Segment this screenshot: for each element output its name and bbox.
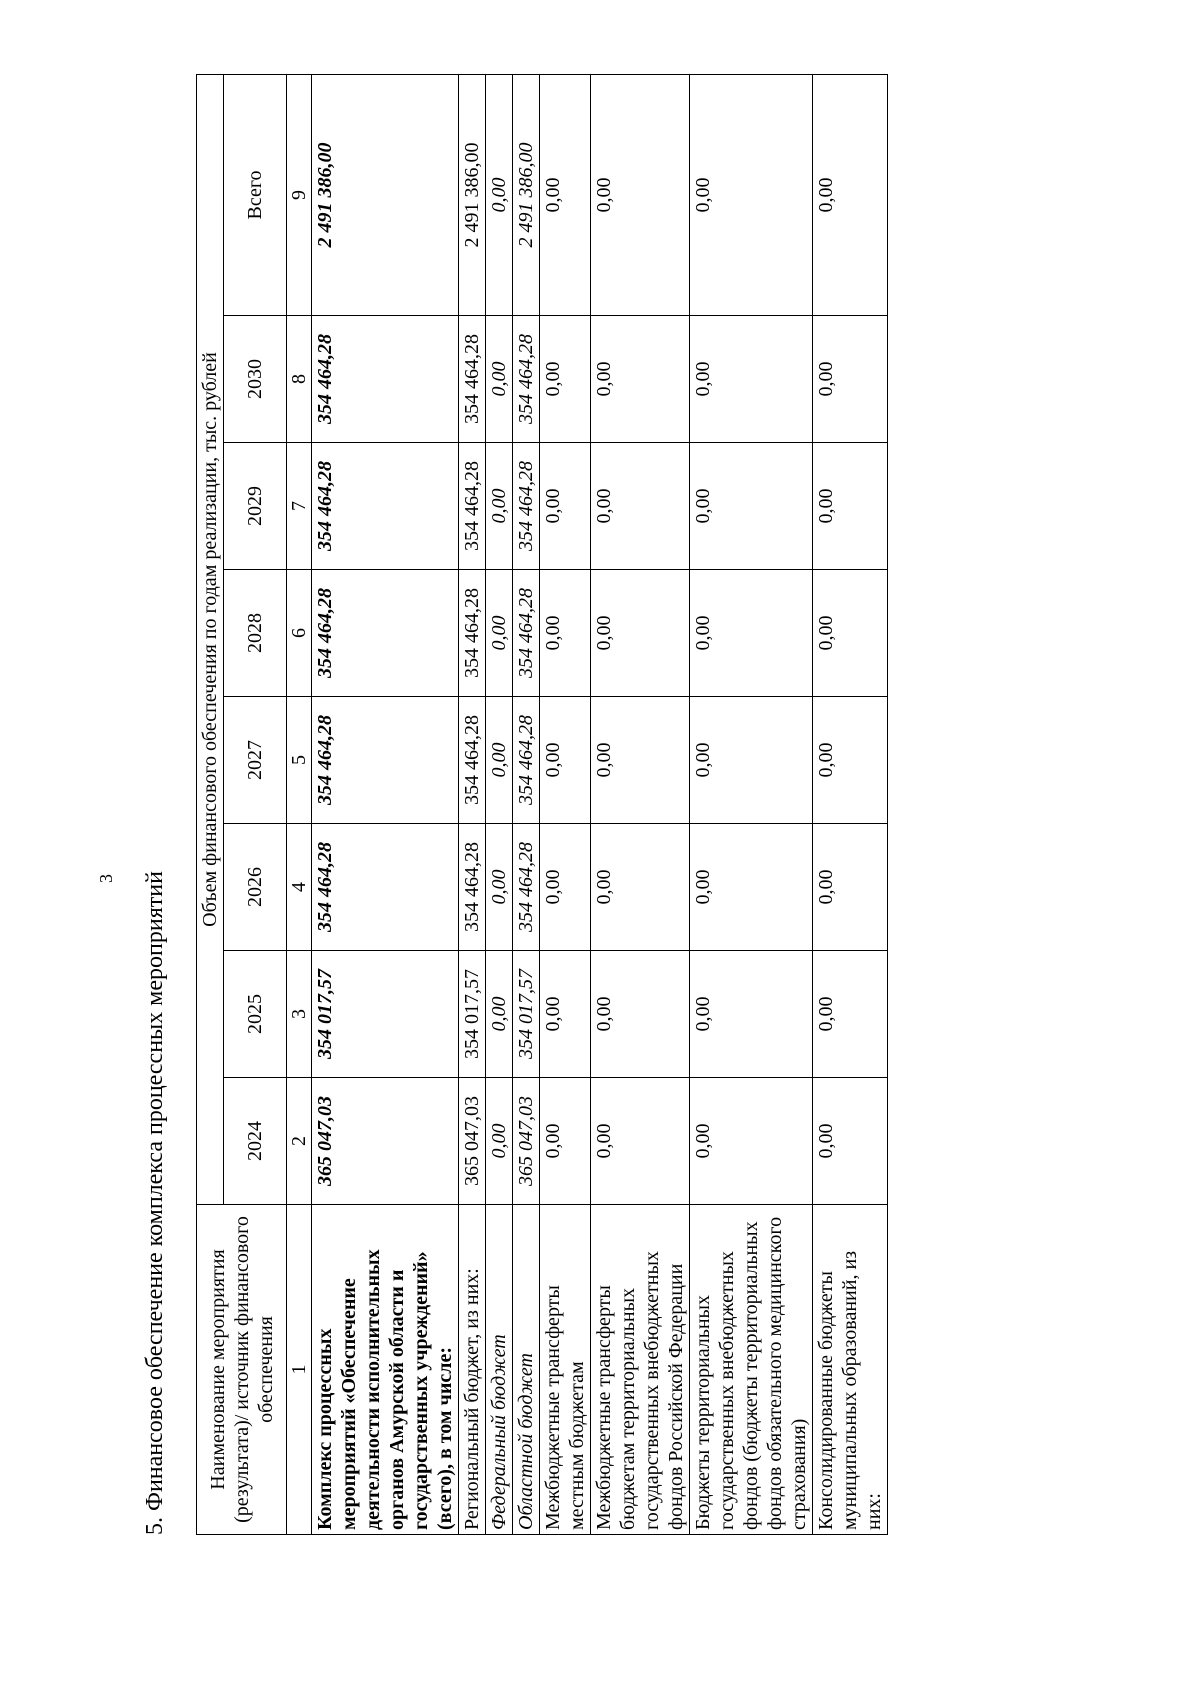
cell-value: 0,00 xyxy=(813,316,888,443)
cell-value: 0,00 xyxy=(591,824,690,951)
column-index: 1 xyxy=(287,1205,312,1535)
header-row xyxy=(197,74,224,1534)
column-index: 2 xyxy=(287,1078,312,1205)
row-name: Региональный бюджет, из них: xyxy=(459,1205,486,1535)
row-name: Консолидированные бюджеты муниципальных образований, из них: xyxy=(813,1205,888,1535)
cell-value: 354 464,28 xyxy=(513,824,540,951)
cell-value: 354 464,28 xyxy=(312,824,459,951)
cell-value: 0,00 xyxy=(690,316,813,443)
header-year: 2024 xyxy=(224,1078,287,1205)
section-title: 5. Финансовое обеспечение комплекса процессных мероприятий xyxy=(142,871,168,1535)
cell-value: 0,00 xyxy=(690,443,813,570)
table-row xyxy=(312,74,459,1534)
column-index: 7 xyxy=(287,443,312,570)
cell-value: 354 464,28 xyxy=(459,570,486,697)
row-name: Межбюджетные трансферты бюджетам территориальных государственных внебюджетных фондов Российской Федерации xyxy=(591,1205,690,1535)
cell-value: 365 047,03 xyxy=(513,1078,540,1205)
cell-value: 354 464,28 xyxy=(513,570,540,697)
cell-value: 0,00 xyxy=(813,570,888,697)
cell-value: 0,00 xyxy=(540,824,591,951)
table-row xyxy=(591,74,690,1534)
cell-value: 0,00 xyxy=(813,1078,888,1205)
cell-value: 354 464,28 xyxy=(459,697,486,824)
row-name: Межбюджетные трансферты местным бюджетам xyxy=(540,1205,591,1535)
cell-value: 0,00 xyxy=(486,443,513,570)
table-row xyxy=(690,74,813,1534)
cell-value: 0,00 xyxy=(813,824,888,951)
cell-value: 0,00 xyxy=(690,570,813,697)
column-index: 6 xyxy=(287,570,312,697)
cell-value: 0,00 xyxy=(690,1078,813,1205)
cell-value: 0,00 xyxy=(540,697,591,824)
cell-value: 0,00 xyxy=(486,570,513,697)
cell-value: 2 491 386,00 xyxy=(459,74,486,315)
cell-value: 0,00 xyxy=(486,824,513,951)
cell-value: 0,00 xyxy=(486,316,513,443)
cell-value: 0,00 xyxy=(591,697,690,824)
cell-value: 2 491 386,00 xyxy=(513,74,540,315)
cell-value: 0,00 xyxy=(690,951,813,1078)
cell-value: 354 464,28 xyxy=(459,824,486,951)
cell-value: 0,00 xyxy=(591,570,690,697)
table-row xyxy=(486,74,513,1534)
header-year: 2026 xyxy=(224,824,287,951)
column-index: 9 xyxy=(287,74,312,315)
cell-value: 0,00 xyxy=(813,951,888,1078)
header-funding-group: Объем финансового обеспечения по годам реализации, тыс. рублей xyxy=(197,74,224,1204)
cell-value: 354 017,57 xyxy=(459,951,486,1078)
cell-value: 0,00 xyxy=(591,1078,690,1205)
header-year: 2025 xyxy=(224,951,287,1078)
cell-value: 354 464,28 xyxy=(513,316,540,443)
page-number: 3 xyxy=(96,874,116,883)
cell-value: 0,00 xyxy=(591,316,690,443)
cell-value: 0,00 xyxy=(540,74,591,315)
cell-value: 0,00 xyxy=(540,570,591,697)
cell-value: 354 464,28 xyxy=(513,443,540,570)
cell-value: 354 464,28 xyxy=(459,316,486,443)
table-row xyxy=(459,74,486,1534)
table-row xyxy=(813,74,888,1534)
cell-value: 354 017,57 xyxy=(312,951,459,1078)
column-index: 5 xyxy=(287,697,312,824)
cell-value: 354 464,28 xyxy=(459,443,486,570)
cell-value: 0,00 xyxy=(486,1078,513,1205)
column-index: 8 xyxy=(287,316,312,443)
column-index-row xyxy=(287,74,312,1534)
cell-value: 365 047,03 xyxy=(459,1078,486,1205)
cell-value: 0,00 xyxy=(486,74,513,315)
cell-value: 0,00 xyxy=(591,951,690,1078)
column-index: 4 xyxy=(287,824,312,951)
cell-value: 0,00 xyxy=(486,697,513,824)
table-row xyxy=(540,74,591,1534)
row-name: Комплекс процессных мероприятий «Обеспечение деятельности исполнительных органов Амурской области и государственных учреждений» (всего), в том числе: xyxy=(312,1205,459,1535)
header-year: 2027 xyxy=(224,697,287,824)
header-year: 2029 xyxy=(224,443,287,570)
cell-value: 354 464,28 xyxy=(312,316,459,443)
header-year: 2028 xyxy=(224,570,287,697)
row-name: Бюджеты территориальных государственных внебюджетных фондов (бюджеты территориальных фондов обязательного медицинского страхования) xyxy=(690,1205,813,1535)
cell-value: 0,00 xyxy=(540,443,591,570)
row-name: Областной бюджет xyxy=(513,1205,540,1535)
cell-value: 0,00 xyxy=(591,74,690,315)
cell-value: 0,00 xyxy=(591,443,690,570)
cell-value: 354 464,28 xyxy=(513,697,540,824)
cell-value: 0,00 xyxy=(540,316,591,443)
cell-value: 354 464,28 xyxy=(312,697,459,824)
header-total: Всего xyxy=(224,74,287,315)
header-name-column: Наименование мероприятия (результата)/ источник финансового обеспечения xyxy=(197,1205,287,1535)
financing-table xyxy=(196,74,888,1535)
cell-value: 0,00 xyxy=(690,74,813,315)
cell-value: 0,00 xyxy=(690,824,813,951)
column-index: 3 xyxy=(287,951,312,1078)
cell-value: 0,00 xyxy=(813,697,888,824)
cell-value: 354 464,28 xyxy=(312,443,459,570)
cell-value: 354 017,57 xyxy=(513,951,540,1078)
table-row xyxy=(513,74,540,1534)
cell-value: 0,00 xyxy=(813,443,888,570)
cell-value: 365 047,03 xyxy=(312,1078,459,1205)
cell-value: 0,00 xyxy=(486,951,513,1078)
cell-value: 0,00 xyxy=(540,1078,591,1205)
cell-value: 0,00 xyxy=(540,951,591,1078)
cell-value: 354 464,28 xyxy=(312,570,459,697)
cell-value: 0,00 xyxy=(813,74,888,315)
cell-value: 0,00 xyxy=(690,697,813,824)
cell-value: 2 491 386,00 xyxy=(312,74,459,315)
row-name: Федеральный бюджет xyxy=(486,1205,513,1535)
rotated-page-content xyxy=(140,75,1020,1535)
header-year: 2030 xyxy=(224,316,287,443)
